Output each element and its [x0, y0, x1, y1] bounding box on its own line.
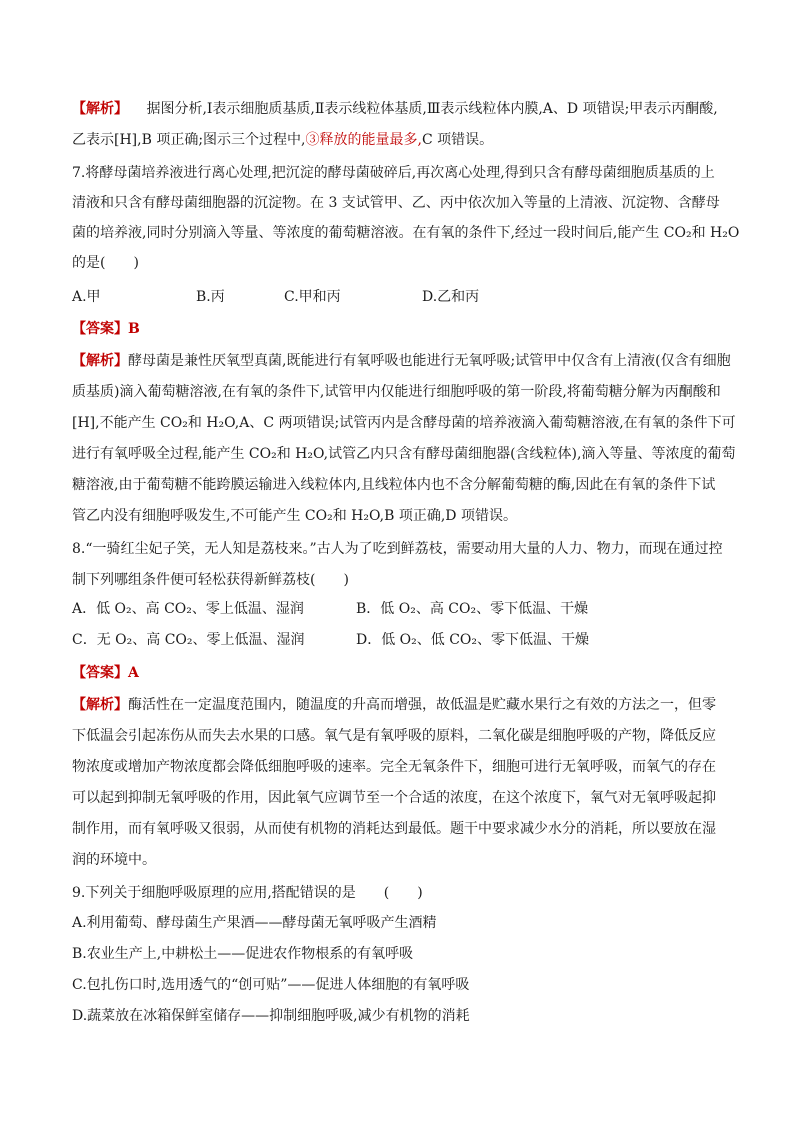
analysis-text: 可以起到抑制无氧呼吸的作用，因此氧气应调节至一个合适的浓度，在这个浓度下，氧气对无氧呼吸起抑: [72, 790, 716, 806]
analysis-text: 乙表示[H],B 项正确;图示三个过程中,: [72, 132, 306, 148]
answer-tag: 【答案】: [72, 665, 128, 681]
answer-line: [72, 318, 140, 340]
analysis-line: [72, 129, 493, 151]
analysis-text: C 项错误。: [421, 132, 494, 148]
analysis-text: 糖溶液,由于葡萄糖不能跨膜运输进入线粒体内,且线粒体内也不含分解葡萄糖的酶,因此在有氧的条件下试: [72, 477, 716, 493]
option-a: A.利用葡萄、酵母菌生产果酒——酵母菌无氧呼吸产生酒精: [72, 915, 437, 931]
analysis-tag: 【解析】: [72, 697, 128, 713]
analysis-text: 质基质)滴入葡萄糖溶液,在有氧的条件下,试管甲内仅能进行细胞呼吸的第一阶段,将葡萄糖分解为丙酮酸和: [72, 384, 721, 400]
question-7-stem: 菌的培养液,同时分别滴入等量、等浓度的葡萄糖溶液。在有氧的条件下,经过一段时间后,能产生 CO₂和 H₂O: [72, 225, 740, 241]
option-b: B．低 O₂、高 CO₂、零下低温、干燥: [356, 601, 589, 617]
analysis-tag: 【解析】: [72, 101, 128, 117]
option-a: A．低 O₂、高 CO₂、零上低温、湿润: [72, 601, 304, 617]
question-7-stem: 清液和只含有酵母菌细胞器的沉淀物。在 3 支试管甲、乙、丙中依次加入等量的上清液、沉淀物、含酵母: [72, 195, 720, 211]
option-b: B.农业生产上,中耕松土——促进农作物根系的有氧呼吸: [72, 946, 414, 962]
option-c: C.甲和丙: [284, 289, 341, 305]
question-8-stem: 制下列哪组条件便可轻松获得新鲜荔枝( ): [72, 572, 349, 588]
analysis-text: 物浓度或增加产物浓度都会降低细胞呼吸的速率。完全无氧条件下，细胞可进行无氧呼吸，而氧气的存在: [72, 759, 716, 775]
option-c: C．无 O₂、高 CO₂、零上低温、湿润: [72, 632, 305, 648]
analysis-text: 酶活性在一定温度范围内，随温度的升高而增强，故低温是贮藏水果行之有效的方法之一，但零: [128, 697, 716, 713]
option-a: A.甲: [72, 289, 101, 305]
analysis-line: [72, 694, 716, 716]
answer-value: A: [128, 665, 139, 681]
analysis-text: 下低温会引起冻伤从而失去水果的口感。氧气是有氧呼吸的原料，二氧化碳是细胞呼吸的产物，降低反应: [72, 728, 716, 744]
analysis-text: 制作用，而有氧呼吸又很弱，从而使有机物的消耗达到最低。题干中要求减少水分的消耗，所以要放在湿: [72, 821, 716, 837]
answer-value: B: [128, 321, 140, 337]
analysis-text: 进行有氧呼吸全过程,能产生 CO₂和 H₂O,试管乙内只含有酵母菌细胞器(含线粒体),滴入等量、等浓度的葡萄: [72, 446, 736, 462]
option-c: C.包扎伤口时,选用透气的“创可贴”——促进人体细胞的有氧呼吸: [72, 977, 470, 993]
analysis-text: 管乙内没有细胞呼吸发生,不可能产生 CO₂和 H₂O,B 项正确,D 项错误。: [72, 508, 517, 524]
question-9-stem: 9.下列关于细胞呼吸原理的应用,搭配错误的是 ( ): [72, 885, 423, 901]
analysis-text: [H],不能产生 CO₂和 H₂O,A、C 两项错误;试管丙内是含酵母菌的培养液滴入葡萄糖溶液,在有氧的条件下可: [72, 415, 736, 431]
analysis-text: 据图分析,Ⅰ表示细胞质基质,Ⅱ表示线粒体基质,Ⅲ表示线粒体内膜,A、D 项错误;甲表示丙酮酸,: [146, 101, 718, 117]
question-7-stem: 的是( ): [72, 255, 139, 271]
answer-tag: 【答案】: [72, 321, 128, 337]
option-b: B.丙: [196, 289, 225, 305]
highlight-text: ③释放的能量最多,: [305, 132, 422, 148]
analysis-text: 酵母菌是兼性厌氧型真菌,既能进行有氧呼吸也能进行无氧呼吸;试管甲中仅含有上清液(仅含有细胞: [128, 353, 731, 369]
option-d: D.乙和丙: [422, 289, 480, 305]
question-7-stem: 7.将酵母菌培养液进行离心处理,把沉淀的酵母菌破碎后,再次离心处理,得到只含有酵母菌细胞质基质的上: [72, 165, 715, 181]
option-d: D．低 O₂、低 CO₂、零下低温、干燥: [356, 632, 590, 648]
question-8-stem: 8.“一骑红尘妃子笑，无人知是荔枝来。”古人为了吃到鲜荔枝，需要动用大量的人力、物力，而现在通过控: [72, 541, 723, 557]
analysis-text: 润的环境中。: [72, 852, 156, 868]
answer-line: [72, 662, 139, 684]
analysis-tag: 【解析】: [72, 353, 128, 369]
option-d: D.蔬菜放在冰箱保鲜室储存——抑制细胞呼吸,减少有机物的消耗: [72, 1008, 470, 1024]
analysis-line: [72, 350, 731, 372]
analysis-line: [72, 98, 718, 120]
